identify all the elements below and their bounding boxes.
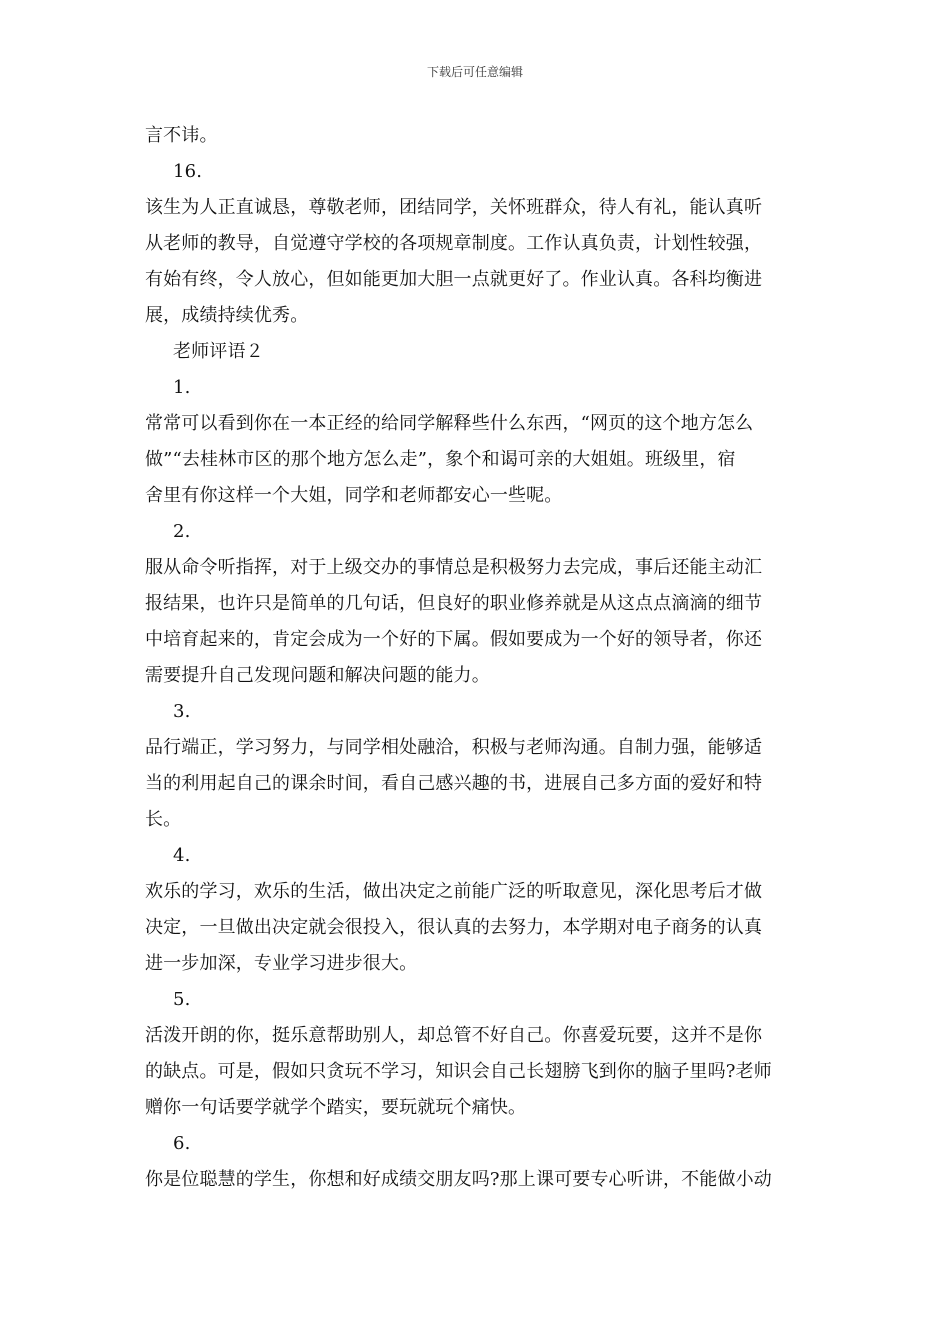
- paragraph-line: 舍里有你这样一个大姐，同学和老师都安心一些呢。: [145, 485, 563, 506]
- paragraph-line: 决定，一旦做出决定就会很投入，很认真的去努力，本学期对电子商务的认真: [145, 917, 763, 938]
- paragraph-line: 欢乐的学习，欢乐的生活，做出决定之前能广泛的听取意见，深化思考后才做: [145, 881, 763, 902]
- paragraph-heading-line: 4.: [173, 845, 191, 866]
- paragraph-line: 需要提升自己发现问题和解决问题的能力。: [145, 665, 490, 686]
- paragraph-line: 服从命令听指挥，对于上级交办的事情总是积极努力去完成，事后还能主动汇: [145, 557, 763, 578]
- paragraph-heading-line: 3.: [173, 701, 191, 722]
- paragraph-line: 做”“去桂林市区的那个地方怎么走”，象个和谒可亲的大姐姐。班级里，宿: [145, 449, 736, 470]
- paragraph-line: 品行端正，学习努力，与同学相处融洽，积极与老师沟通。自制力强，能够适: [145, 737, 763, 758]
- paragraph-heading-line: 2.: [173, 521, 191, 542]
- paragraph-heading-line: 1.: [173, 377, 191, 398]
- paragraph-line: 从老师的教导，自觉遵守学校的各项规章制度。工作认真负责，计划性较强，: [145, 233, 763, 254]
- paragraph-line: 赠你一句话要学就学个踏实，要玩就玩个痛快。: [145, 1097, 527, 1118]
- paragraph-line: 当的利用起自己的课余时间，看自己感兴趣的书，进展自己多方面的爱好和特: [145, 773, 763, 794]
- paragraph-line: 进一步加深，专业学习进步很大。: [145, 953, 418, 974]
- paragraph-line: 该生为人正直诚恳，尊敬老师，团结同学，关怀班群众，待人有礼，能认真听: [145, 197, 763, 218]
- paragraph-line: 言不讳。: [145, 125, 218, 146]
- paragraph-line: 长。: [145, 809, 182, 830]
- page-header: 下载后可任意编辑: [426, 65, 523, 79]
- paragraph-heading-line: 16.: [173, 161, 203, 182]
- paragraph-line: 的缺点。可是，假如只贪玩不学习，知识会自己长翅膀飞到你的脑子里吗?老师: [145, 1061, 772, 1082]
- paragraph-heading-line: 老师评语２: [173, 341, 264, 362]
- paragraph-line: 中培育起来的，肯定会成为一个好的下属。假如要成为一个好的领导者，你还: [145, 629, 763, 650]
- paragraph-line: 报结果，也许只是简单的几句话，但良好的职业修养就是从这点点滴滴的细节: [145, 593, 763, 614]
- paragraph-heading-line: 6.: [173, 1133, 191, 1154]
- paragraph-line: 展，成绩持续优秀。: [145, 305, 309, 326]
- paragraph-line: 活泼开朗的你，挺乐意帮助别人，却总管不好自己。你喜爱玩要，这并不是你: [145, 1025, 763, 1046]
- paragraph-line: 你是位聪慧的学生，你想和好成绩交朋友吗?那上课可要专心听讲，不能做小动: [145, 1169, 772, 1190]
- paragraph-line: 常常可以看到你在一本正经的给同学解释些什么东西，“网页的这个地方怎么: [145, 413, 754, 434]
- paragraph-heading-line: 5.: [173, 989, 191, 1010]
- document-body: [145, 118, 810, 1198]
- paragraph-line: 有始有终，令人放心，但如能更加大胆一点就更好了。作业认真。各科均衡进: [145, 269, 763, 290]
